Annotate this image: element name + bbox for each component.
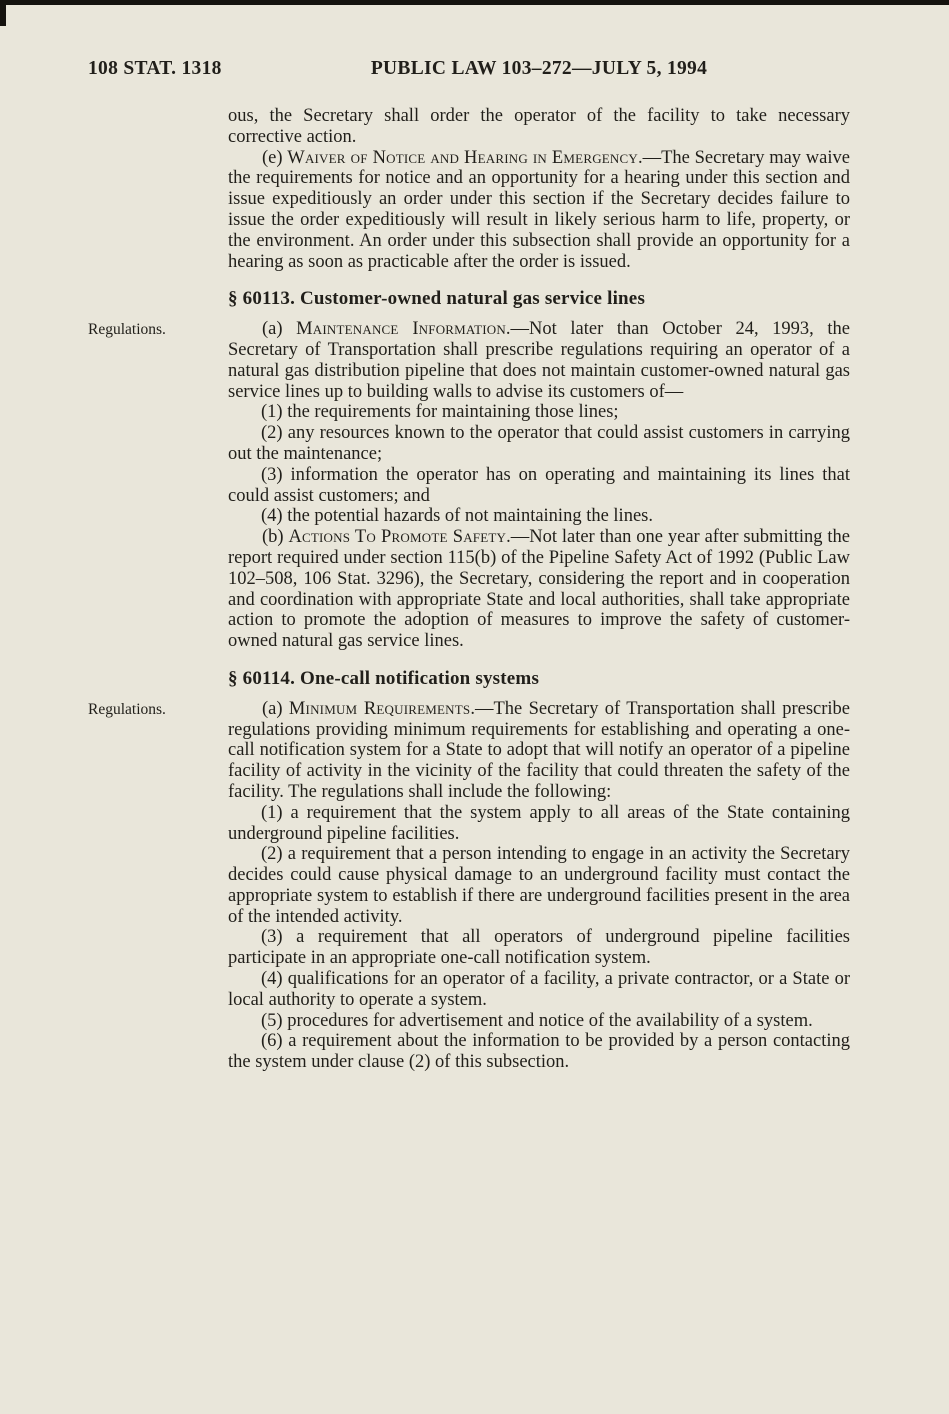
law-title: PUBLIC LAW 103–272—JULY 5, 1994 xyxy=(370,58,708,79)
section-heading-60113: § 60113. Customer-owned natural gas service lines xyxy=(228,288,646,310)
subsec-a-60113-label: (a) xyxy=(262,319,297,340)
statute-clause-60113-3: (3) information the operator has on operating and maintaining its lines that could assist customers; and xyxy=(228,464,850,506)
para-continuation: ous, the Secretary shall order the operator of the facility to take necessary corrective action. xyxy=(228,106,850,147)
statute-clause-60114-5: (5) procedures for advertisement and notice of the availability of a system. xyxy=(261,1010,813,1031)
subsec-a-60114-smallcaps-heading: Minimum Requirements xyxy=(288,698,471,719)
para-subsec-a-60113 xyxy=(228,319,850,402)
subsec-e-label: (e) xyxy=(262,147,288,168)
statute-clause-60114-3: (3) a requirement that all operators of underground pipeline facilities participate in an appropriate one-call notification system. xyxy=(228,927,850,969)
subsec-a-60114-label: (a) xyxy=(262,698,289,719)
para-subsec-e xyxy=(228,148,850,273)
statute-clause-60113-2: (2) any resources known to the operator that could assist customers in carrying out the maintenance; xyxy=(228,423,850,464)
para-subsec-b-60113 xyxy=(228,527,850,652)
subsec-a-60114-text: .—The Secretary of Transportation shall prescribe regulations providing minimum requirements for establishing and operating a one-call notification system for a State to adopt that will notify an operator of a pipeline facility of activity in the vicinity of the facility that could threaten the safety of the facility. The regulations shall include the following: xyxy=(228,698,850,802)
statute-clause-60114-6: (6) a requirement about the information to be provided by a person contacting the system under clause (2) of this subsection. xyxy=(228,1031,850,1073)
statute-clause-60113-1: (1) the requirements for maintaining those lines; xyxy=(261,402,619,423)
subsec-a-60113-block xyxy=(88,319,850,402)
scan-edge-corner xyxy=(0,0,6,26)
subsec-e-text: .—The Secretary may waive the requirements for notice and an opportunity for a hearing under this section and issue expeditiously an order under this section if the Secretary decides failure to issue the order expeditiously will result in likely serious harm to life, property, or the environment. An order under this subsection shall provide an opportunity for a hearing as soon as practicable after the order is issued. xyxy=(228,147,850,272)
subsec-a-60114-block xyxy=(88,698,850,803)
subsec-b-60113-smallcaps-heading: Actions To Promote Safety xyxy=(288,527,507,548)
margin-note-regulations-1: Regulations. xyxy=(88,321,166,339)
section-heading-60114: § 60114. One-call notification systems xyxy=(228,667,540,689)
para-subsec-a-60114 xyxy=(228,699,850,803)
subsec-e-smallcaps-heading: Waiver of Notice and Hearing in Emergency xyxy=(287,147,638,168)
subsec-a-60113-smallcaps-heading: Maintenance Information xyxy=(296,319,506,340)
subsec-b-60113-label: (b) xyxy=(262,527,289,548)
content-column xyxy=(88,106,850,1073)
statute-clause-60114-2: (2) a requirement that a person intending to engage in an activity the Secretary decides could cause physical damage to an underground facility must contact the appropriate system to establish if there are underground facilities present in the area of the intended activity. xyxy=(228,844,850,927)
statute-clause-60114-4: (4) qualifications for an operator of a facility, a private contractor, or a State or local authority to operate a system. xyxy=(228,969,850,1010)
subsec-b-60113-text: .—Not later than one year after submitting the report required under section 115(b) of the Pipeline Safety Act of 1992 (Public Law 102–508, 106 Stat. 3296), the Secretary, considering the report and in cooperation and coordination with appropriate State and local authorities, shall take appropriate action to promote the adoption of measures to improve the safety of customer-owned natural gas service lines. xyxy=(228,527,850,652)
stat-citation: 108 STAT. 1318 xyxy=(88,58,222,79)
statute-clause-60113-4: (4) the potential hazards of not maintaining the lines. xyxy=(261,506,653,527)
margin-note-regulations-2: Regulations. xyxy=(88,700,166,718)
subsec-a-60113-text: .—Not later than October 24, 1993, the Secretary of Transportation shall prescribe regulations requiring an operator of a natural gas distribution pipeline that does not maintain customer-owned natural gas service lines up to building walls to advise its customers of— xyxy=(228,319,850,402)
scan-edge-top xyxy=(0,0,949,5)
statute-clause-60114-1: (1) a requirement that the system apply to all areas of the State containing underground pipeline facilities. xyxy=(228,802,850,844)
